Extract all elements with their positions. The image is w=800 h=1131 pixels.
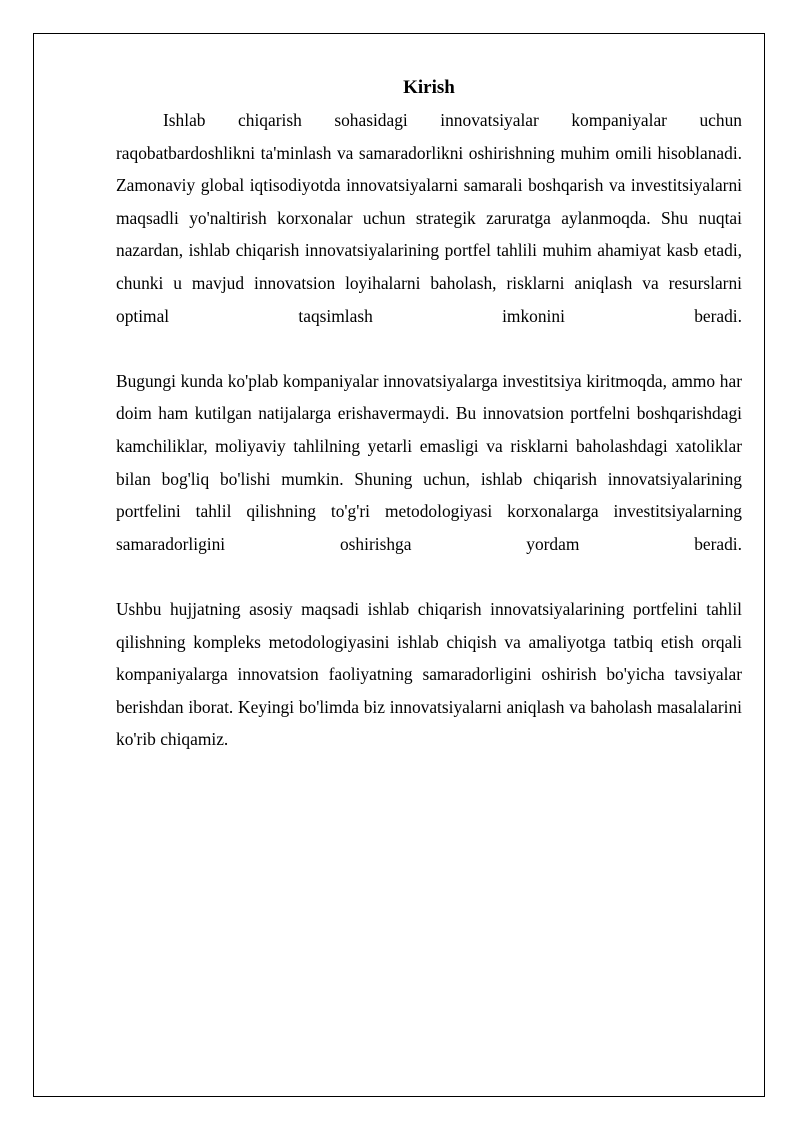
document-body (116, 72, 742, 756)
document-title: Kirish (403, 77, 455, 98)
paragraph-3: Ushbu hujjatning asosiy maqsadi ishlab chiqarish innovatsiyalarining portfelini tahlil qilishning kompleks metodologiyasini ishlab chiqish va amaliyotga tatbiq etish orqali kompaniyalarga innovatsion faoliyatning samaradorligini oshirish bo'yicha tavsiyalar berishdan iborat. Keyingi bo'limda biz innovatsiyalarni aniqlash va baholash masalalarini ko'rib chiqamiz. (116, 598, 742, 750)
paragraph-2: Bugungi kunda ko'plab kompaniyalar innovatsiyalarga investitsiya kiritmoqda, ammo har doim ham kutilgan natijalarga erishavermaydi. Bu innovatsion portfelni boshqarishdagi kamchiliklar, moliyaviy tahlilning yetarli emasligi va risklarni baholashdagi xatoliklar bilan bog'liq bo'lishi mumkin. Shuning uchun, ishlab chiqarish innovatsiyalarining portfelini tahlil qilishning to'g'ri metodologiyasi korxonalarga investitsiyalarning samaradorligini oshirishga yordam beradi. (116, 370, 742, 554)
paragraph-gap (116, 560, 742, 593)
paragraph-gap (116, 332, 742, 365)
paragraph-1: Ishlab chiqarish sohasidagi innovatsiyalar kompaniyalar uchun raqobatbardoshlikni ta'minlash va samaradorlikni oshirishning muhim omili hisoblanadi. Zamonaviy global iqtisodiyotda innovatsiyalarni samarali boshqarish va investitsiyalarni maqsadli yo'naltirish korxonalar uchun strategik zaruratga aylanmoqda. Shu nuqtai nazardan, ishlab chiqarish innovatsiyalarining portfel tahlili muhim ahamiyat kasb etadi, chunki u mavjud innovatsion loyihalarni baholash, risklarni aniqlash va resurslarni optimal taqsimlash imkonini beradi. (116, 110, 742, 326)
